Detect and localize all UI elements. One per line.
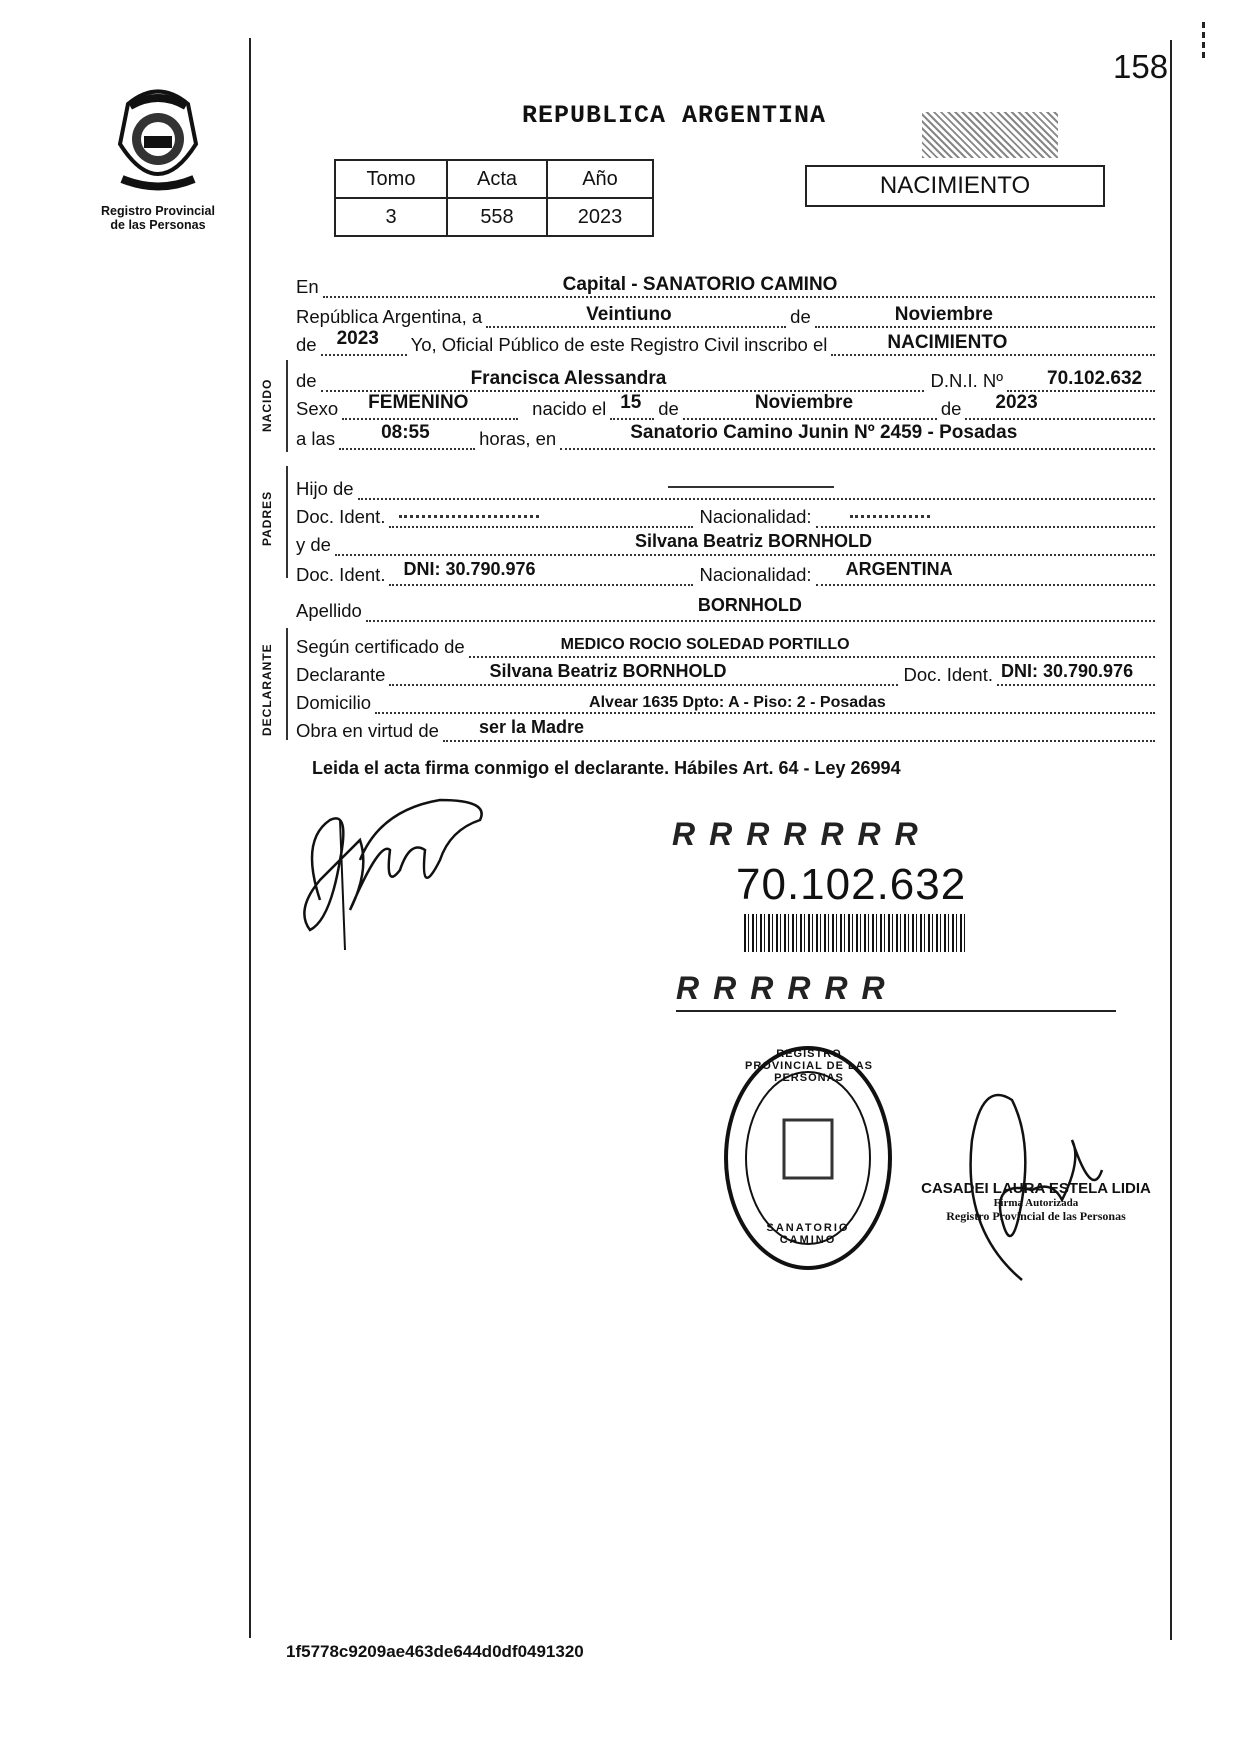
- madre-doc-value: DNI: 30.790.976: [403, 559, 536, 579]
- madre-nac-value: ARGENTINA: [845, 559, 953, 579]
- nac-anio-value: 2023: [995, 392, 1038, 413]
- madre-doc-label: Doc. Ident.: [296, 564, 386, 585]
- y-de-label: y de: [296, 534, 331, 555]
- table-value-tomo: 3: [335, 198, 447, 236]
- mes-value: Noviembre: [894, 304, 993, 325]
- document-hash: 1f5778c9209ae463de644d0df0491320: [286, 1642, 584, 1661]
- official-seal: [722, 1042, 894, 1274]
- row-sexo: [296, 394, 1155, 420]
- right-margin-line: [1170, 40, 1172, 1640]
- padre-doc-label: Doc. Ident.: [296, 506, 386, 527]
- row-inscribo: [296, 330, 1155, 356]
- anio-value: 2023: [336, 328, 379, 349]
- certificado-value: MEDICO ROCIO SOLEDAD PORTILLO: [560, 636, 850, 653]
- obra-label: Obra en virtud de: [296, 720, 439, 741]
- corner-mark: [1202, 22, 1209, 58]
- country-title: REPUBLICA ARGENTINA: [522, 101, 827, 130]
- nacido-bracket: [286, 360, 288, 452]
- nac-mes-value: Noviembre: [754, 392, 854, 413]
- declarante-label: DECLARANTE: [260, 643, 274, 736]
- sexo-value: FEMENINO: [368, 392, 469, 413]
- de-label: de: [790, 306, 811, 327]
- seal-text: REGISTRO PROVINCIAL DE LAS PERSONAS: [744, 1048, 874, 1084]
- official-title: Firma Autorizada: [993, 1197, 1079, 1209]
- nac-dia-value: 15: [620, 392, 642, 413]
- declarante-doc-value: DNI: 30.790.976: [1001, 661, 1134, 681]
- declarant-signature: [290, 780, 500, 965]
- padres-label: PADRES: [260, 490, 274, 546]
- de-label-5: de: [940, 398, 962, 419]
- row-en: [296, 272, 1155, 298]
- row-hijo-de: [296, 474, 1155, 500]
- page-number: 158: [1113, 48, 1169, 85]
- a-las-label: a las: [296, 428, 336, 449]
- security-pattern: [922, 112, 1058, 158]
- de-label-4: de: [658, 398, 679, 419]
- en-label: En: [296, 276, 319, 297]
- declarante-value: Silvana Beatriz BORNHOLD: [489, 661, 727, 681]
- nacido-label: NACIDO: [260, 378, 274, 432]
- barcode: [744, 914, 968, 952]
- row-nombre: [296, 366, 1155, 392]
- row-y-de: [296, 530, 1155, 556]
- inscribo-label: Yo, Oficial Público de este Registro Civil inscribo el: [410, 334, 828, 355]
- hora-value: 08:55: [381, 422, 430, 443]
- seal-inner-text: SANATORIO CAMINO: [766, 1222, 850, 1246]
- hijo-de-label: Hijo de: [296, 478, 354, 499]
- official-office: Registro Provincial de las Personas: [946, 1209, 1126, 1223]
- lugar-value: Sanatorio Camino Junin Nº 2459 - Posadas: [630, 422, 1018, 443]
- registry-name: Registro Provincial de las Personas: [101, 204, 215, 232]
- table-header-tomo: Tomo: [335, 160, 447, 198]
- obra-value: ser la Madre: [478, 717, 585, 737]
- table-value-anio: 2023: [547, 198, 653, 236]
- padre-nac-label: Nacionalidad:: [699, 506, 812, 527]
- table-value-acta: 558: [447, 198, 547, 236]
- en-value: Capital - SANATORIO CAMINO: [562, 274, 838, 295]
- row-obra: [296, 716, 1155, 742]
- id-number-big: 70.102.632: [736, 860, 967, 909]
- republica-label: República Argentina, a: [296, 306, 483, 327]
- de-label-2: de: [296, 334, 317, 355]
- row-certificado: [296, 632, 1155, 658]
- row-madre-doc: [296, 560, 1155, 586]
- left-margin-line: [249, 38, 251, 1638]
- row-declarante: [296, 660, 1155, 686]
- declarante-bracket: [286, 628, 288, 740]
- record-type: NACIMIENTO: [879, 172, 1031, 199]
- apellido-label: Apellido: [296, 600, 362, 621]
- apellido-value: BORNHOLD: [697, 595, 802, 615]
- row-padre-doc: [296, 502, 1155, 528]
- official-block: [910, 1180, 1162, 1224]
- nombre-value: Francisca Alessandra: [470, 368, 667, 389]
- dia-value: Veintiuno: [586, 304, 672, 325]
- sexo-label: Sexo: [296, 398, 339, 419]
- madre-nac-label: Nacionalidad:: [699, 564, 812, 585]
- declarante-field-label: Declarante: [296, 664, 386, 685]
- row-fecha: [296, 302, 1155, 328]
- security-stamp-row-1: RRRRRRR: [672, 816, 932, 852]
- record-table: [334, 159, 654, 237]
- province-logo: [108, 84, 208, 200]
- padres-bracket: [286, 466, 288, 578]
- table-header-acta: Acta: [447, 160, 547, 198]
- security-stamp-row-2: RRRRRR: [676, 970, 1116, 1012]
- official-name: CASADEI LAURA ESTELA LIDIA: [921, 1180, 1151, 1197]
- certificado-label: Según certificado de: [296, 636, 465, 657]
- horas-en-label: horas, en: [479, 428, 557, 449]
- domicilio-label: Domicilio: [296, 692, 372, 713]
- domicilio-value: Alvear 1635 Dpto: A - Piso: 2 - Posadas: [589, 694, 886, 711]
- dni-value: 70.102.632: [1047, 368, 1143, 389]
- nacido-el-label: nacido el: [532, 398, 607, 419]
- row-hora: [296, 424, 1155, 450]
- row-domicilio: [296, 688, 1155, 714]
- dni-label: D.N.I. Nº: [930, 370, 1003, 391]
- closing-text: Leida el acta firma conmigo el declarante. Hábiles Art. 64 - Ley 26994: [312, 758, 901, 778]
- declarante-doc-label: Doc. Ident.: [903, 664, 993, 685]
- row-apellido: [296, 596, 1155, 622]
- de-label-3: de: [296, 370, 317, 391]
- madre-value: Silvana Beatriz BORNHOLD: [634, 531, 873, 551]
- inscribo-value: NACIMIENTO: [887, 332, 1008, 353]
- table-header-anio: Año: [547, 160, 653, 198]
- record-type-box: [805, 165, 1105, 207]
